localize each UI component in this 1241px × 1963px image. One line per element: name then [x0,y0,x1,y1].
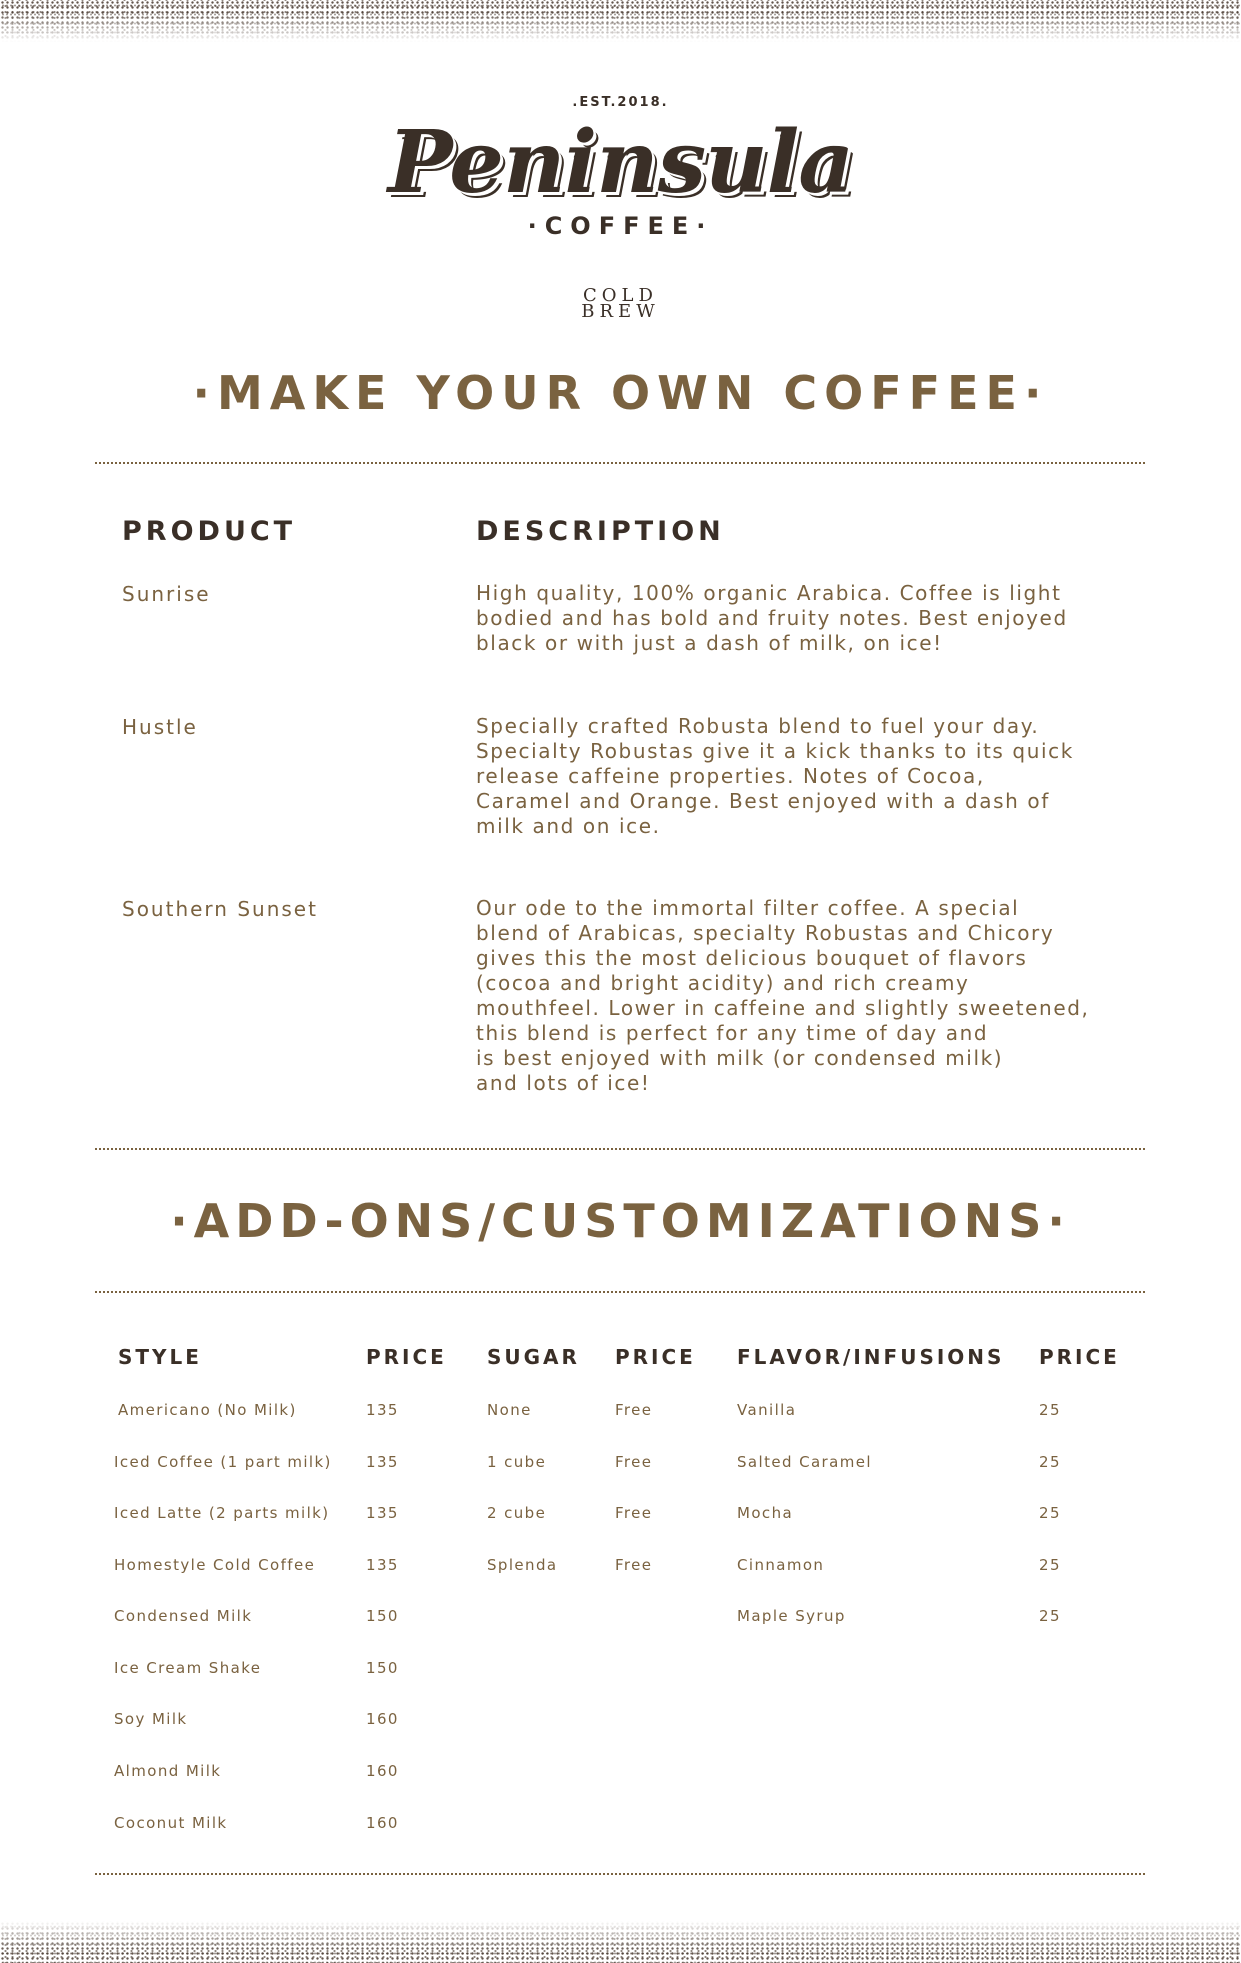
cold-label: COLD [583,285,658,306]
sugar-item: 1 cube [487,1453,547,1471]
column-header-sugar-price: PRICE [615,1345,696,1369]
flavor-price: 25 [1039,1556,1061,1574]
column-header-flavor: FLAVOR/INFUSIONS [737,1345,1005,1369]
flavor-item: Maple Syrup [737,1607,846,1625]
sugar-item: Splenda [487,1556,558,1574]
dotted-divider [95,462,1145,464]
style-price: 135 [366,1401,399,1419]
column-header-flavor-price: PRICE [1039,1345,1120,1369]
established-tag: .EST.2018. [572,95,669,110]
column-header-style: STYLE [118,1345,202,1369]
style-item: Almond Milk [114,1762,222,1780]
flavor-item: Salted Caramel [737,1453,872,1471]
product-description: High quality, 100% organic Arabica. Coffee is light bodied and has bold and fruity notes. Best enjoyed black or with just a dash of milk, on ice! [476,581,1068,655]
product-name: Hustle [122,715,198,739]
product-name: Sunrise [122,582,211,606]
style-price: 135 [366,1504,399,1522]
sugar-price: Free [615,1401,653,1419]
style-price: 135 [366,1453,399,1471]
style-price: 160 [366,1814,399,1832]
dotted-divider [95,1291,1145,1293]
flavor-price: 25 [1039,1453,1061,1471]
column-header-sugar: SUGAR [487,1345,580,1369]
sugar-item: 2 cube [487,1504,547,1522]
style-item: Homestyle Cold Coffee [114,1556,316,1574]
cold-brew-badge [0,285,1241,322]
sugar-price: Free [615,1453,653,1471]
sugar-item: None [487,1401,532,1419]
style-item: Ice Cream Shake [114,1659,262,1677]
style-item: Soy Milk [114,1710,188,1728]
style-item: Americano (No Milk) [118,1401,297,1419]
flavor-price: 25 [1039,1504,1061,1522]
style-price: 150 [366,1659,399,1677]
product-description: Specially crafted Robusta blend to fuel your day. Specialty Robustas give it a kick thanks to its quick release caffeine properties. Notes of Cocoa, Caramel and Orange. Best enjoyed with a dash of milk and on ice. [476,714,1074,838]
brand-logo: Peninsula [387,112,854,213]
style-price: 160 [366,1762,399,1780]
dotted-divider [95,1148,1145,1150]
flavor-price: 25 [1039,1401,1061,1419]
section-title-addons: ·ADD-ONS/CUSTOMIZATIONS· [170,1194,1071,1248]
style-item: Coconut Milk [114,1814,228,1832]
sugar-price: Free [615,1556,653,1574]
style-item: Condensed Milk [114,1607,253,1625]
style-item: Iced Latte (2 parts milk) [114,1504,330,1522]
style-price: 150 [366,1607,399,1625]
brand-subtitle: ·COFFEE· [527,212,714,240]
style-price: 135 [366,1556,399,1574]
flavor-item: Vanilla [737,1401,797,1419]
flavor-price: 25 [1039,1607,1061,1625]
column-header-style-price: PRICE [366,1345,447,1369]
speckle-border-bottom [0,1921,1241,1963]
sugar-price: Free [615,1504,653,1522]
style-price: 160 [366,1710,399,1728]
column-header-description: DESCRIPTION [476,516,725,547]
section-title-make-your-own: ·MAKE YOUR OWN COFFEE· [192,366,1049,420]
product-name: Southern Sunset [122,897,318,921]
flavor-item: Mocha [737,1504,794,1522]
flavor-item: Cinnamon [737,1556,825,1574]
product-description: Our ode to the immortal filter coffee. A special blend of Arabicas, specialty Robustas and Chicory gives this the most delicious bouquet of flavors (cocoa and bright acidity) and rich creamy mouthfeel. Lower in caffeine and slightly sweetened, this blend is perfect for any time of day and is best enjoyed with milk (or condensed milk) and lots of ice! [476,896,1090,1095]
dotted-divider [95,1873,1145,1875]
style-item: Iced Coffee (1 part milk) [114,1453,332,1471]
brew-label: BREW [581,301,660,322]
speckle-border-top [0,0,1241,42]
column-header-product: PRODUCT [122,516,297,547]
